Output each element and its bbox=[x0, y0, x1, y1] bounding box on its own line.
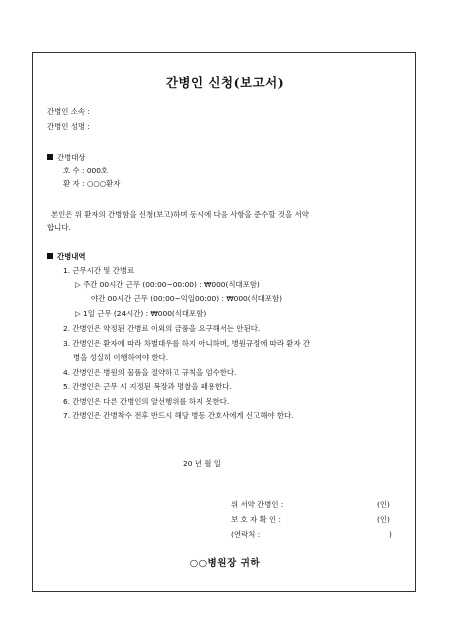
detail-item-3-line-2: 병을 성실히 이행하여야 한다. bbox=[73, 353, 169, 362]
affiliation-field: 간병인 소속 : bbox=[47, 107, 90, 116]
contact-close: ) bbox=[389, 530, 392, 539]
applicant-seal: (인) bbox=[377, 500, 390, 509]
document-title: 간병인 신청(보고서) bbox=[165, 75, 285, 90]
detail-item-7: 7. 간병인은 간병착수 전후 반드시 해당 병동 간호사에게 신고해야 한다. bbox=[63, 411, 294, 420]
detail-item-3-line-1: 3. 간병인은 환자에 따라 차별대우를 하지 아니하며, 병원규정에 따라 환자 간 bbox=[63, 339, 311, 348]
applicant-label: 위 서약 간병인 : bbox=[231, 500, 284, 509]
square-bullet-icon bbox=[47, 253, 53, 259]
details-heading bbox=[47, 252, 86, 262]
detail-item-4: 4. 간병인은 병원의 물품을 절약하고 규칙을 엄수한다. bbox=[63, 368, 237, 377]
square-bullet-icon bbox=[47, 154, 53, 160]
detail-item-5: 5. 간병인은 근무 시 지정된 복장과 명찰을 패용한다. bbox=[63, 382, 232, 391]
date-line: 20 년 월 일 bbox=[183, 459, 221, 468]
guardian-seal: (인) bbox=[377, 515, 390, 524]
contact-label: (연락처 : bbox=[231, 530, 261, 539]
target-heading bbox=[47, 153, 86, 163]
document-frame bbox=[32, 52, 416, 592]
addressee: ○○병원장 귀하 bbox=[189, 558, 261, 569]
detail-item-6: 6. 간병인은 다른 간병인의 알선행위를 하지 못한다. bbox=[63, 397, 230, 406]
pledge-line-2: 합니다. bbox=[47, 223, 71, 232]
guardian-label: 보 호 자 확 인 : bbox=[231, 515, 281, 524]
name-field: 간병인 성명 : bbox=[47, 122, 90, 131]
detail-item-1-day: ▷ 주간 00시간 근무 (00:00~00:00) : ₩000(식대포함) bbox=[75, 280, 260, 289]
target-heading-text: 간병대상 bbox=[57, 153, 86, 162]
detail-item-1-full: ▷ 1일 근무 (24시간) : ₩000(식대포함) bbox=[75, 309, 207, 318]
detail-item-2: 2. 간병인은 약정된 간병료 이외의 금품을 요구해서는 안된다. bbox=[63, 324, 261, 333]
details-heading-text: 간병내역 bbox=[57, 252, 86, 261]
detail-item-1: 1. 근무시간 및 간병료 bbox=[63, 266, 135, 275]
pledge-line-1: 본인은 위 환자의 간병함을 신청(보고)하며 동시에 다음 사항을 준수할 것을 서약 bbox=[51, 210, 309, 219]
detail-item-1-night: 야간 00시간 근무 (00:00~익일00:00) : ₩000(식대포함) bbox=[91, 294, 283, 303]
patient-field: 환 자 : ○○○환자 bbox=[63, 179, 121, 188]
room-field: 호 수 : 000호 bbox=[63, 166, 109, 175]
